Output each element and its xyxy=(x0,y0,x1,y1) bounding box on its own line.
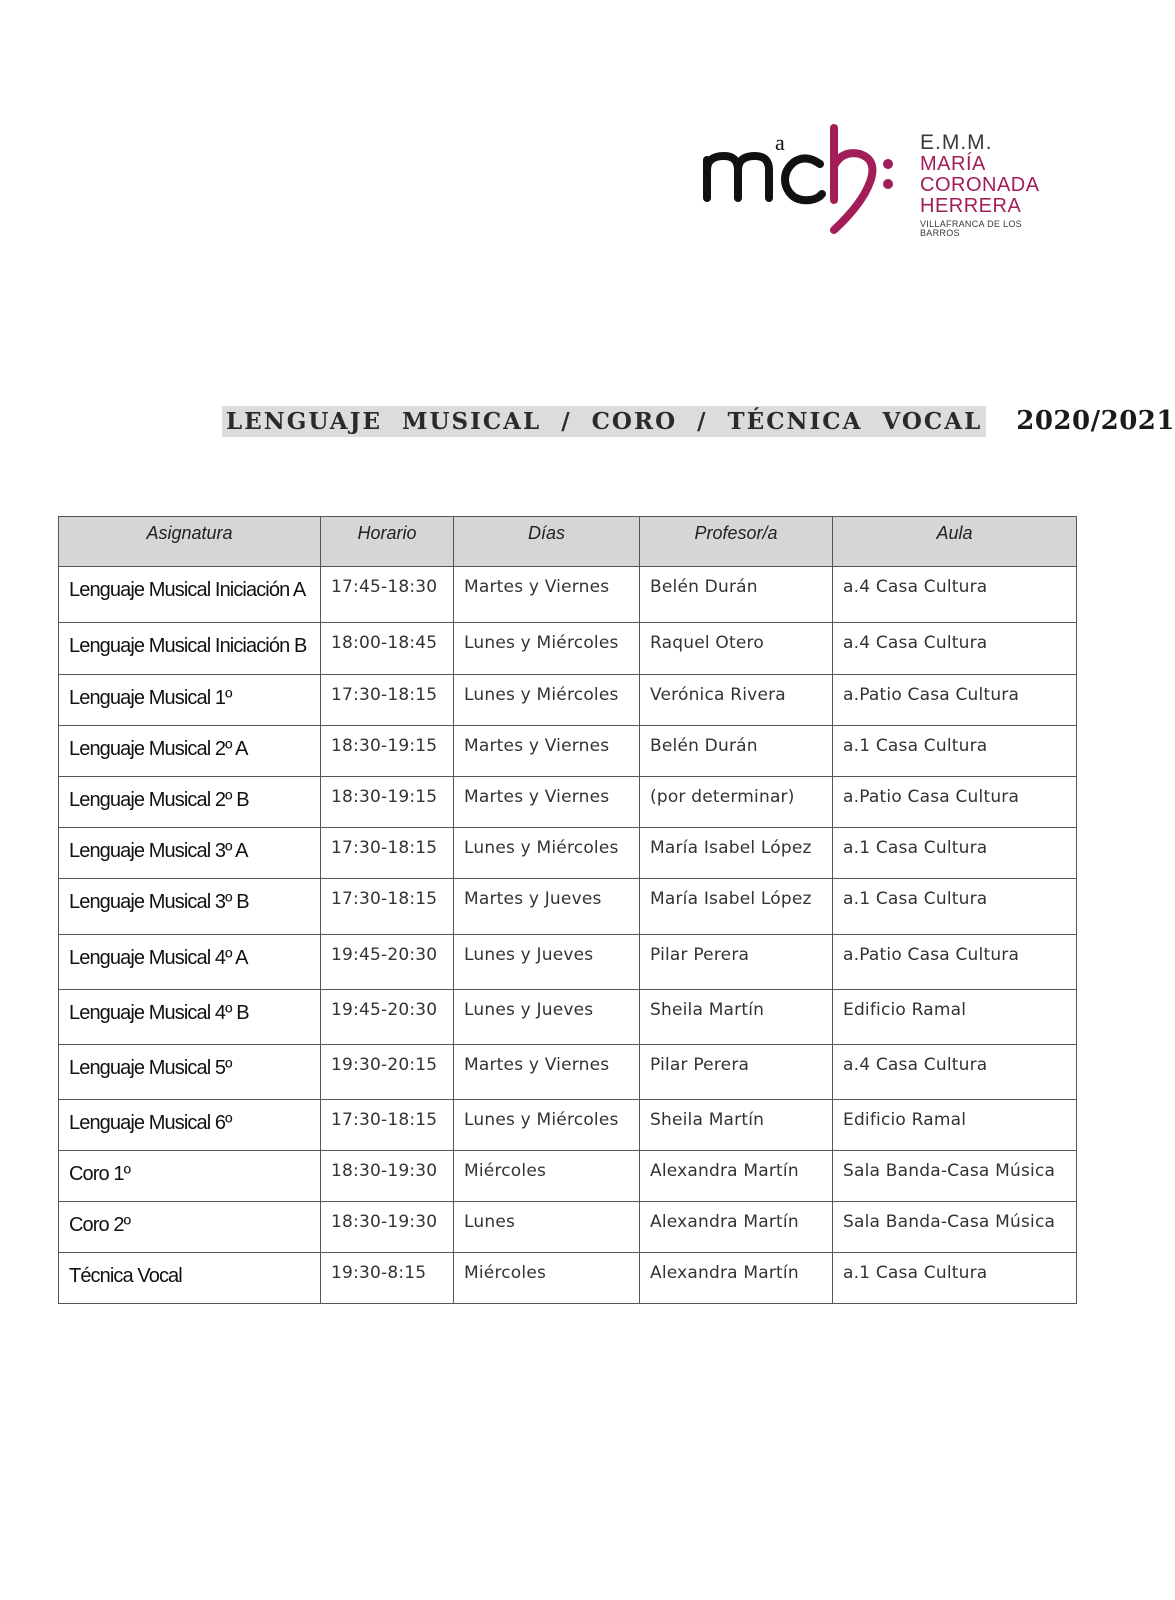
cell-subject: Técnica Vocal xyxy=(59,1253,321,1304)
cell-horario: 18:00-18:45 xyxy=(321,623,454,675)
cell-dias: Miércoles xyxy=(454,1151,640,1202)
table-row xyxy=(59,777,1077,828)
cell-horario: 17:45-18:30 xyxy=(321,567,454,623)
cell-subject: Lenguaje Musical 5º xyxy=(59,1045,321,1100)
cell-dias: Lunes y Miércoles xyxy=(454,623,640,675)
table-row xyxy=(59,1202,1077,1253)
cell-dias: Lunes y Miércoles xyxy=(454,675,640,726)
table-body xyxy=(59,567,1077,1304)
table-row xyxy=(59,935,1077,990)
cell-dias: Lunes y Miércoles xyxy=(454,1100,640,1151)
cell-profesor: María Isabel López xyxy=(640,828,833,879)
cell-subject: Lenguaje Musical Iniciación A xyxy=(59,567,321,623)
cell-dias: Martes y Viernes xyxy=(454,726,640,777)
cell-horario: 17:30-18:15 xyxy=(321,879,454,935)
cell-aula: a.4 Casa Cultura xyxy=(833,623,1077,675)
cell-profesor: Raquel Otero xyxy=(640,623,833,675)
table-row xyxy=(59,1045,1077,1100)
logo-town: VILLAFRANCA DE LOS BARROS xyxy=(920,219,1022,238)
table-row xyxy=(59,1253,1077,1304)
cell-profesor: Sheila Martín xyxy=(640,1100,833,1151)
cell-subject: Lenguaje Musical 6º xyxy=(59,1100,321,1151)
school-logo xyxy=(702,120,1047,240)
svg-text:a: a xyxy=(775,130,785,155)
logo-text xyxy=(920,132,1047,238)
cell-dias: Martes y Jueves xyxy=(454,879,640,935)
cell-subject: Lenguaje Musical 2º A xyxy=(59,726,321,777)
cell-horario: 17:30-18:15 xyxy=(321,1100,454,1151)
cell-horario: 18:30-19:15 xyxy=(321,777,454,828)
cell-aula: a.4 Casa Cultura xyxy=(833,1045,1077,1100)
cell-horario: 18:30-19:30 xyxy=(321,1151,454,1202)
logo-name-line-1: MARÍA xyxy=(920,153,986,175)
cell-horario: 19:30-8:15 xyxy=(321,1253,454,1304)
cell-subject: Lenguaje Musical Iniciación B xyxy=(59,623,321,675)
cell-horario: 17:30-18:15 xyxy=(321,828,454,879)
logo-name-line-3: HERRERA xyxy=(920,195,1022,217)
cell-dias: Martes y Viernes xyxy=(454,777,640,828)
cell-profesor: Verónica Rivera xyxy=(640,675,833,726)
table-row xyxy=(59,828,1077,879)
cell-aula: Edificio Ramal xyxy=(833,990,1077,1045)
schedule-table xyxy=(58,516,1077,1304)
cell-subject: Lenguaje Musical 4º B xyxy=(59,990,321,1045)
cell-dias: Miércoles xyxy=(454,1253,640,1304)
table-row xyxy=(59,990,1077,1045)
cell-subject: Coro 1º xyxy=(59,1151,321,1202)
cell-aula: a.Patio Casa Cultura xyxy=(833,675,1077,726)
title-main: LENGUAJE MUSICAL / CORO / TÉCNICA VOCAL xyxy=(222,406,986,437)
table-header-row xyxy=(59,517,1077,567)
cell-profesor: Pilar Perera xyxy=(640,935,833,990)
header-aula: Aula xyxy=(833,517,1077,567)
cell-profesor: María Isabel López xyxy=(640,879,833,935)
cell-subject: Lenguaje Musical 3º A xyxy=(59,828,321,879)
cell-profesor: (por determinar) xyxy=(640,777,833,828)
table-row xyxy=(59,675,1077,726)
cell-aula: a.4 Casa Cultura xyxy=(833,567,1077,623)
header-dias: Días xyxy=(454,517,640,567)
cell-aula: Sala Banda-Casa Música xyxy=(833,1151,1077,1202)
cell-subject: Lenguaje Musical 4º A xyxy=(59,935,321,990)
cell-subject: Coro 2º xyxy=(59,1202,321,1253)
cell-aula: Sala Banda-Casa Música xyxy=(833,1202,1077,1253)
cell-dias: Lunes y Jueves xyxy=(454,990,640,1045)
cell-profesor: Pilar Perera xyxy=(640,1045,833,1100)
table-row xyxy=(59,623,1077,675)
cell-horario: 18:30-19:15 xyxy=(321,726,454,777)
cell-aula: a.1 Casa Cultura xyxy=(833,828,1077,879)
cell-profesor: Alexandra Martín xyxy=(640,1202,833,1253)
cell-horario: 19:45-20:30 xyxy=(321,990,454,1045)
header-horario: Horario xyxy=(321,517,454,567)
table-row xyxy=(59,567,1077,623)
logo-school-abbr: E.M.M. xyxy=(920,131,993,154)
header-profesor: Profesor/a xyxy=(640,517,833,567)
cell-aula: a.1 Casa Cultura xyxy=(833,879,1077,935)
cell-dias: Lunes xyxy=(454,1202,640,1253)
cell-profesor: Alexandra Martín xyxy=(640,1253,833,1304)
cell-dias: Martes y Viernes xyxy=(454,1045,640,1100)
cell-horario: 19:30-20:15 xyxy=(321,1045,454,1100)
cell-subject: Lenguaje Musical 3º B xyxy=(59,879,321,935)
cell-aula: a.Patio Casa Cultura xyxy=(833,935,1077,990)
cell-aula: Edificio Ramal xyxy=(833,1100,1077,1151)
table-row xyxy=(59,726,1077,777)
table-row xyxy=(59,1151,1077,1202)
cell-subject: Lenguaje Musical 2º B xyxy=(59,777,321,828)
cell-aula: a.Patio Casa Cultura xyxy=(833,777,1077,828)
cell-dias: Lunes y Miércoles xyxy=(454,828,640,879)
header-asignatura: Asignatura xyxy=(59,517,321,567)
cell-profesor: Sheila Martín xyxy=(640,990,833,1045)
cell-horario: 17:30-18:15 xyxy=(321,675,454,726)
cell-dias: Martes y Viernes xyxy=(454,567,640,623)
logo-mark-icon xyxy=(702,120,917,240)
cell-aula: a.1 Casa Cultura xyxy=(833,1253,1077,1304)
table-row xyxy=(59,1100,1077,1151)
cell-dias: Lunes y Jueves xyxy=(454,935,640,990)
cell-horario: 19:45-20:30 xyxy=(321,935,454,990)
cell-profesor: Alexandra Martín xyxy=(640,1151,833,1202)
table-row xyxy=(59,879,1077,935)
cell-profesor: Belén Durán xyxy=(640,726,833,777)
cell-profesor: Belén Durán xyxy=(640,567,833,623)
page-title xyxy=(222,404,1175,438)
cell-horario: 18:30-19:30 xyxy=(321,1202,454,1253)
cell-aula: a.1 Casa Cultura xyxy=(833,726,1077,777)
logo-name-line-2: CORONADA xyxy=(920,174,1040,196)
cell-subject: Lenguaje Musical 1º xyxy=(59,675,321,726)
title-year: 2020/2021 xyxy=(1016,406,1175,436)
